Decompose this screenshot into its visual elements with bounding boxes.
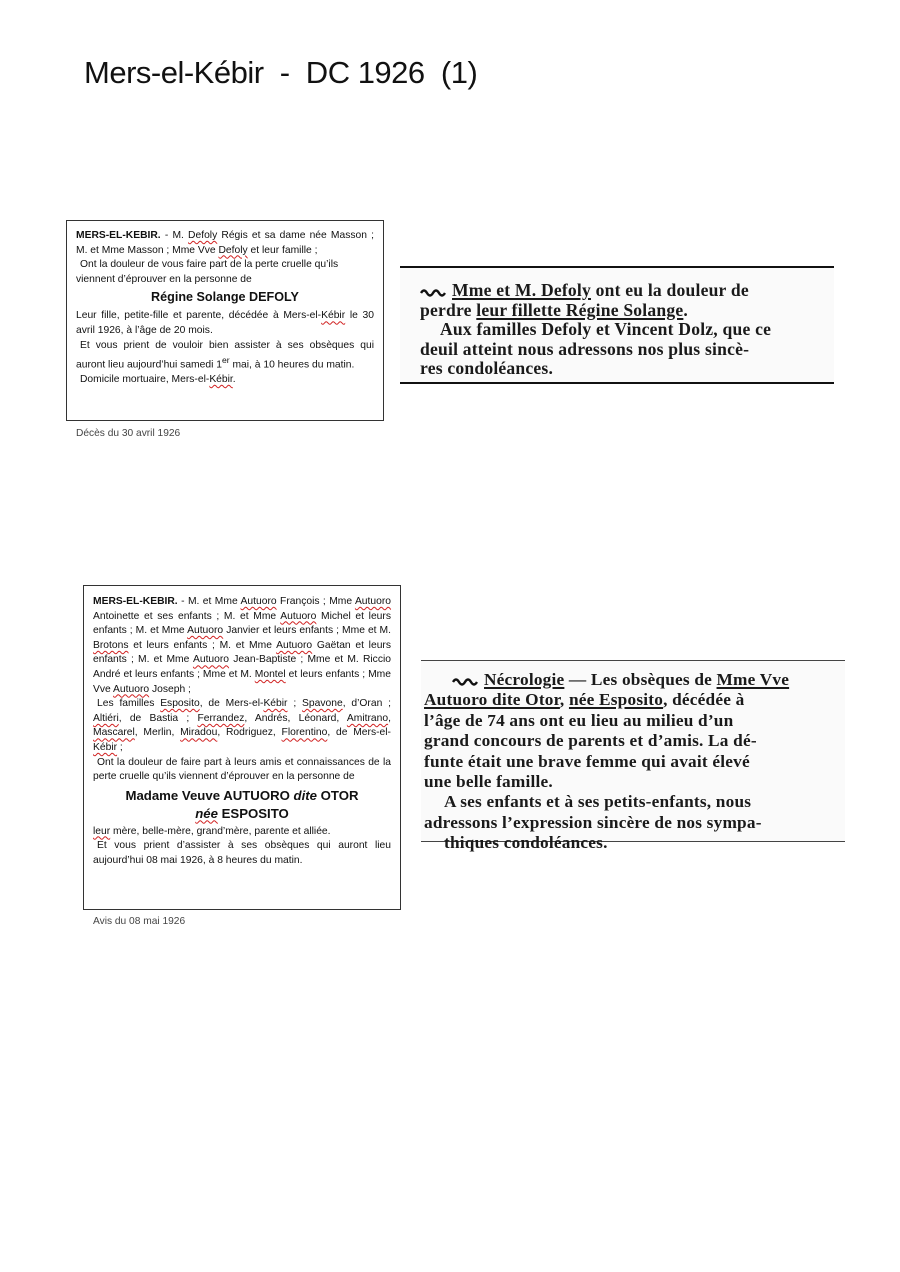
spell-flagged-word: Autuoro: [113, 683, 150, 695]
text-fragment: OTOR: [316, 787, 359, 803]
text-fragment: leur fillette Régine Solange: [476, 299, 684, 320]
ordinal-superscript: er: [221, 355, 230, 366]
clip-line: deuil atteint nous adressons nos plus sincè-: [420, 338, 750, 359]
text-fragment: ,: [559, 690, 569, 710]
text-fragment: , Rodriguez,: [217, 727, 282, 739]
text-fragment: ;: [117, 741, 123, 753]
text-fragment: ,: [388, 712, 391, 724]
notice-announcement: Ont la douleur de faire part à leurs amis et connaissances de la perte cruelle qu’ils viennent d’éprouver en la personne de: [93, 756, 391, 783]
text-fragment: et leurs enfants ; M. et Mme: [128, 639, 277, 651]
text-fragment: , de Mers-el-: [327, 727, 391, 739]
spell-flagged-word: Altiéri: [93, 712, 119, 724]
newspaper-clipping-defoly: [400, 266, 834, 384]
text-fragment: , de Mers-el-: [199, 698, 264, 710]
text-fragment: Les familles: [97, 698, 161, 710]
notice-relation: [93, 825, 391, 840]
spell-flagged-word: Defoly: [218, 244, 248, 256]
text-fragment: Janvier et leurs enfants ; Mme et M.: [223, 625, 392, 637]
text-fragment: Michel et leurs enfants ; M. et Mme: [93, 610, 391, 637]
spell-flagged-word: Miradou: [180, 727, 218, 739]
text-fragment: Autuoro dite Otor: [424, 690, 560, 710]
text-fragment: , Merlin,: [134, 727, 181, 739]
notice-funeral-info: Et vous prient d’assister à ses obsèques qui auront lieu aujourd’hui 08 mai 1926, à 8 heures du matin.: [93, 840, 391, 866]
text-fragment: , de Bastia ;: [118, 712, 198, 724]
text-fragment: Et vous prient de vouloir bien assister à ses obsèques qui auront lieu aujourd’hui samedi 1: [76, 339, 374, 371]
newspaper-clipping-autuoro: [421, 660, 845, 853]
spell-flagged-word: Defoly: [188, 230, 218, 241]
spell-flagged-word: Kébir: [321, 310, 346, 322]
wave-icon: [452, 676, 478, 686]
spell-flagged-word: Autuoro: [187, 625, 224, 637]
text-fragment: et leurs enfants ; Mme Vve: [93, 668, 391, 695]
text-fragment: Régis et sa dame née Masson ; M. et Mme Masson ; Mme Vve: [76, 230, 375, 256]
clip-line: res condoléances.: [420, 358, 554, 378]
spell-flagged-word: Kébir: [93, 741, 118, 753]
caption-notice-2: Avis du 08 mai 1926: [93, 916, 186, 927]
text-fragment: Nécrologie: [484, 670, 565, 689]
text-fragment: .: [232, 374, 236, 386]
text-fragment: mère, belle-mère, grand’mère, parente et alliée.: [110, 825, 331, 837]
clip-line: Aux familles Defoly et Vincent Dolz, que ce: [440, 319, 772, 339]
spell-flagged-word: née: [195, 805, 218, 821]
text-fragment: ;: [287, 698, 303, 710]
spell-flagged-word: Esposito: [160, 698, 200, 710]
text-fragment: — Les obsèques de: [564, 670, 717, 689]
spell-flagged-word: Mascarel: [93, 727, 135, 739]
spell-flagged-word: Kébir: [263, 698, 288, 710]
text-fragment: Joseph ;: [149, 683, 191, 695]
clip-line: [424, 670, 841, 690]
notice-relation: [76, 309, 374, 338]
notice-heading: MERS-EL-KEBIR.: [76, 230, 161, 241]
text-fragment: Domicile mortuaire, Mers-el-: [80, 374, 210, 386]
separator: -: [160, 230, 173, 241]
separator: -: [177, 596, 188, 607]
clip-line: l’âge de 74 ans ont eu lieu au milieu d’un: [424, 710, 734, 730]
text-fragment: ont eu la douleur de: [591, 280, 749, 300]
text-fragment: , d’Oran ;: [342, 698, 391, 710]
text-fragment: née Esposito: [568, 690, 664, 710]
spell-flagged-word: Montel: [254, 668, 286, 680]
death-notice-autuoro: [83, 585, 401, 910]
clip-line: A ses enfants et à ses petits-enfants, nous: [444, 792, 752, 812]
spell-flagged-word: Kébir: [209, 374, 233, 386]
text-fragment: Mme Vve: [716, 670, 790, 689]
text-fragment: mai, à 10 heures du matin.: [229, 359, 355, 371]
text-fragment: le 30 avril 1926, à l’âge de 20 mois.: [76, 310, 374, 336]
text-fragment: , Andrés, Léonard,: [244, 712, 347, 724]
spell-flagged-word: Autuoro: [240, 596, 277, 607]
page-title: Mers-el-Kébir - DC 1926 (1): [84, 55, 478, 90]
spell-flagged-word: Amitrano: [346, 712, 389, 724]
spell-flagged-word: Florentino: [281, 727, 328, 739]
text-fragment: Jean-Baptiste ; Mme et M. Riccio André et leurs enfants ; Mme et M.: [93, 654, 391, 680]
clip-line: thiques condoléances.: [444, 833, 608, 853]
notice-family-paragraph: [93, 595, 391, 697]
text-fragment: M. et Mme: [187, 596, 241, 607]
text-fragment: .: [683, 299, 688, 320]
spell-flagged-word: leur: [93, 825, 111, 837]
deceased-name: Régine Solange DEFOLY: [151, 290, 299, 305]
text-fragment: dite: [293, 787, 317, 803]
caption-notice-1: Décès du 30 avril 1926: [76, 428, 181, 439]
notice-family-paragraph: [76, 229, 374, 258]
text-fragment: perdre: [420, 299, 477, 320]
clip-line: adressons l’expression sincère de nos sympa-: [424, 812, 762, 832]
spell-flagged-word: Autuoro: [276, 639, 313, 651]
text-fragment: M.: [172, 230, 189, 241]
spell-flagged-word: Autuoro: [192, 654, 230, 666]
spell-flagged-word: Autuoro: [354, 596, 392, 607]
notice-announcement: Ont la douleur de vous faire part de la perte cruelle qu’ils viennent d’éprouver en la personne de: [76, 259, 339, 285]
text-fragment: et leur famille ;: [247, 244, 318, 256]
text-fragment: François ; Mme: [276, 596, 355, 607]
text-fragment: ESPOSITO: [217, 805, 289, 821]
spell-flagged-word: Brotons: [93, 639, 129, 651]
text-fragment: Mme et M. Defoly: [452, 280, 591, 300]
deceased-name: [93, 787, 391, 805]
spell-flagged-word: Spavone: [302, 698, 343, 710]
text-fragment: Gaëtan et leurs enfants ; M. et Mme: [93, 639, 391, 666]
wave-icon: [420, 287, 446, 297]
clip-line: [424, 690, 841, 710]
clip-line: une belle famille.: [424, 772, 553, 792]
spell-flagged-word: Ferrandez: [197, 712, 245, 724]
clip-line: [420, 281, 828, 301]
clip-line: [420, 301, 828, 321]
death-notice-defoly: [66, 220, 384, 421]
text-fragment: Madame Veuve AUTUORO: [125, 787, 294, 803]
notice-domicile: [76, 373, 374, 388]
spell-flagged-word: Autuoro: [280, 610, 317, 622]
text-fragment: , décédée à: [663, 690, 745, 710]
clip-line: funte était une brave femme qui avait élevé: [424, 751, 750, 771]
clip-line: grand concours de parents et d’amis. La dé-: [424, 731, 757, 751]
text-fragment: Leur fille, petite-fille et parente, décédée à Mers-el-: [76, 310, 322, 322]
deceased-maiden-name: [93, 805, 391, 823]
notice-heading: MERS-EL-KEBIR.: [93, 596, 178, 607]
notice-families-paragraph: [93, 697, 391, 755]
text-fragment: Antoinette et ses enfants ; M. et Mme: [93, 610, 281, 622]
notice-funeral-info: [76, 339, 374, 374]
